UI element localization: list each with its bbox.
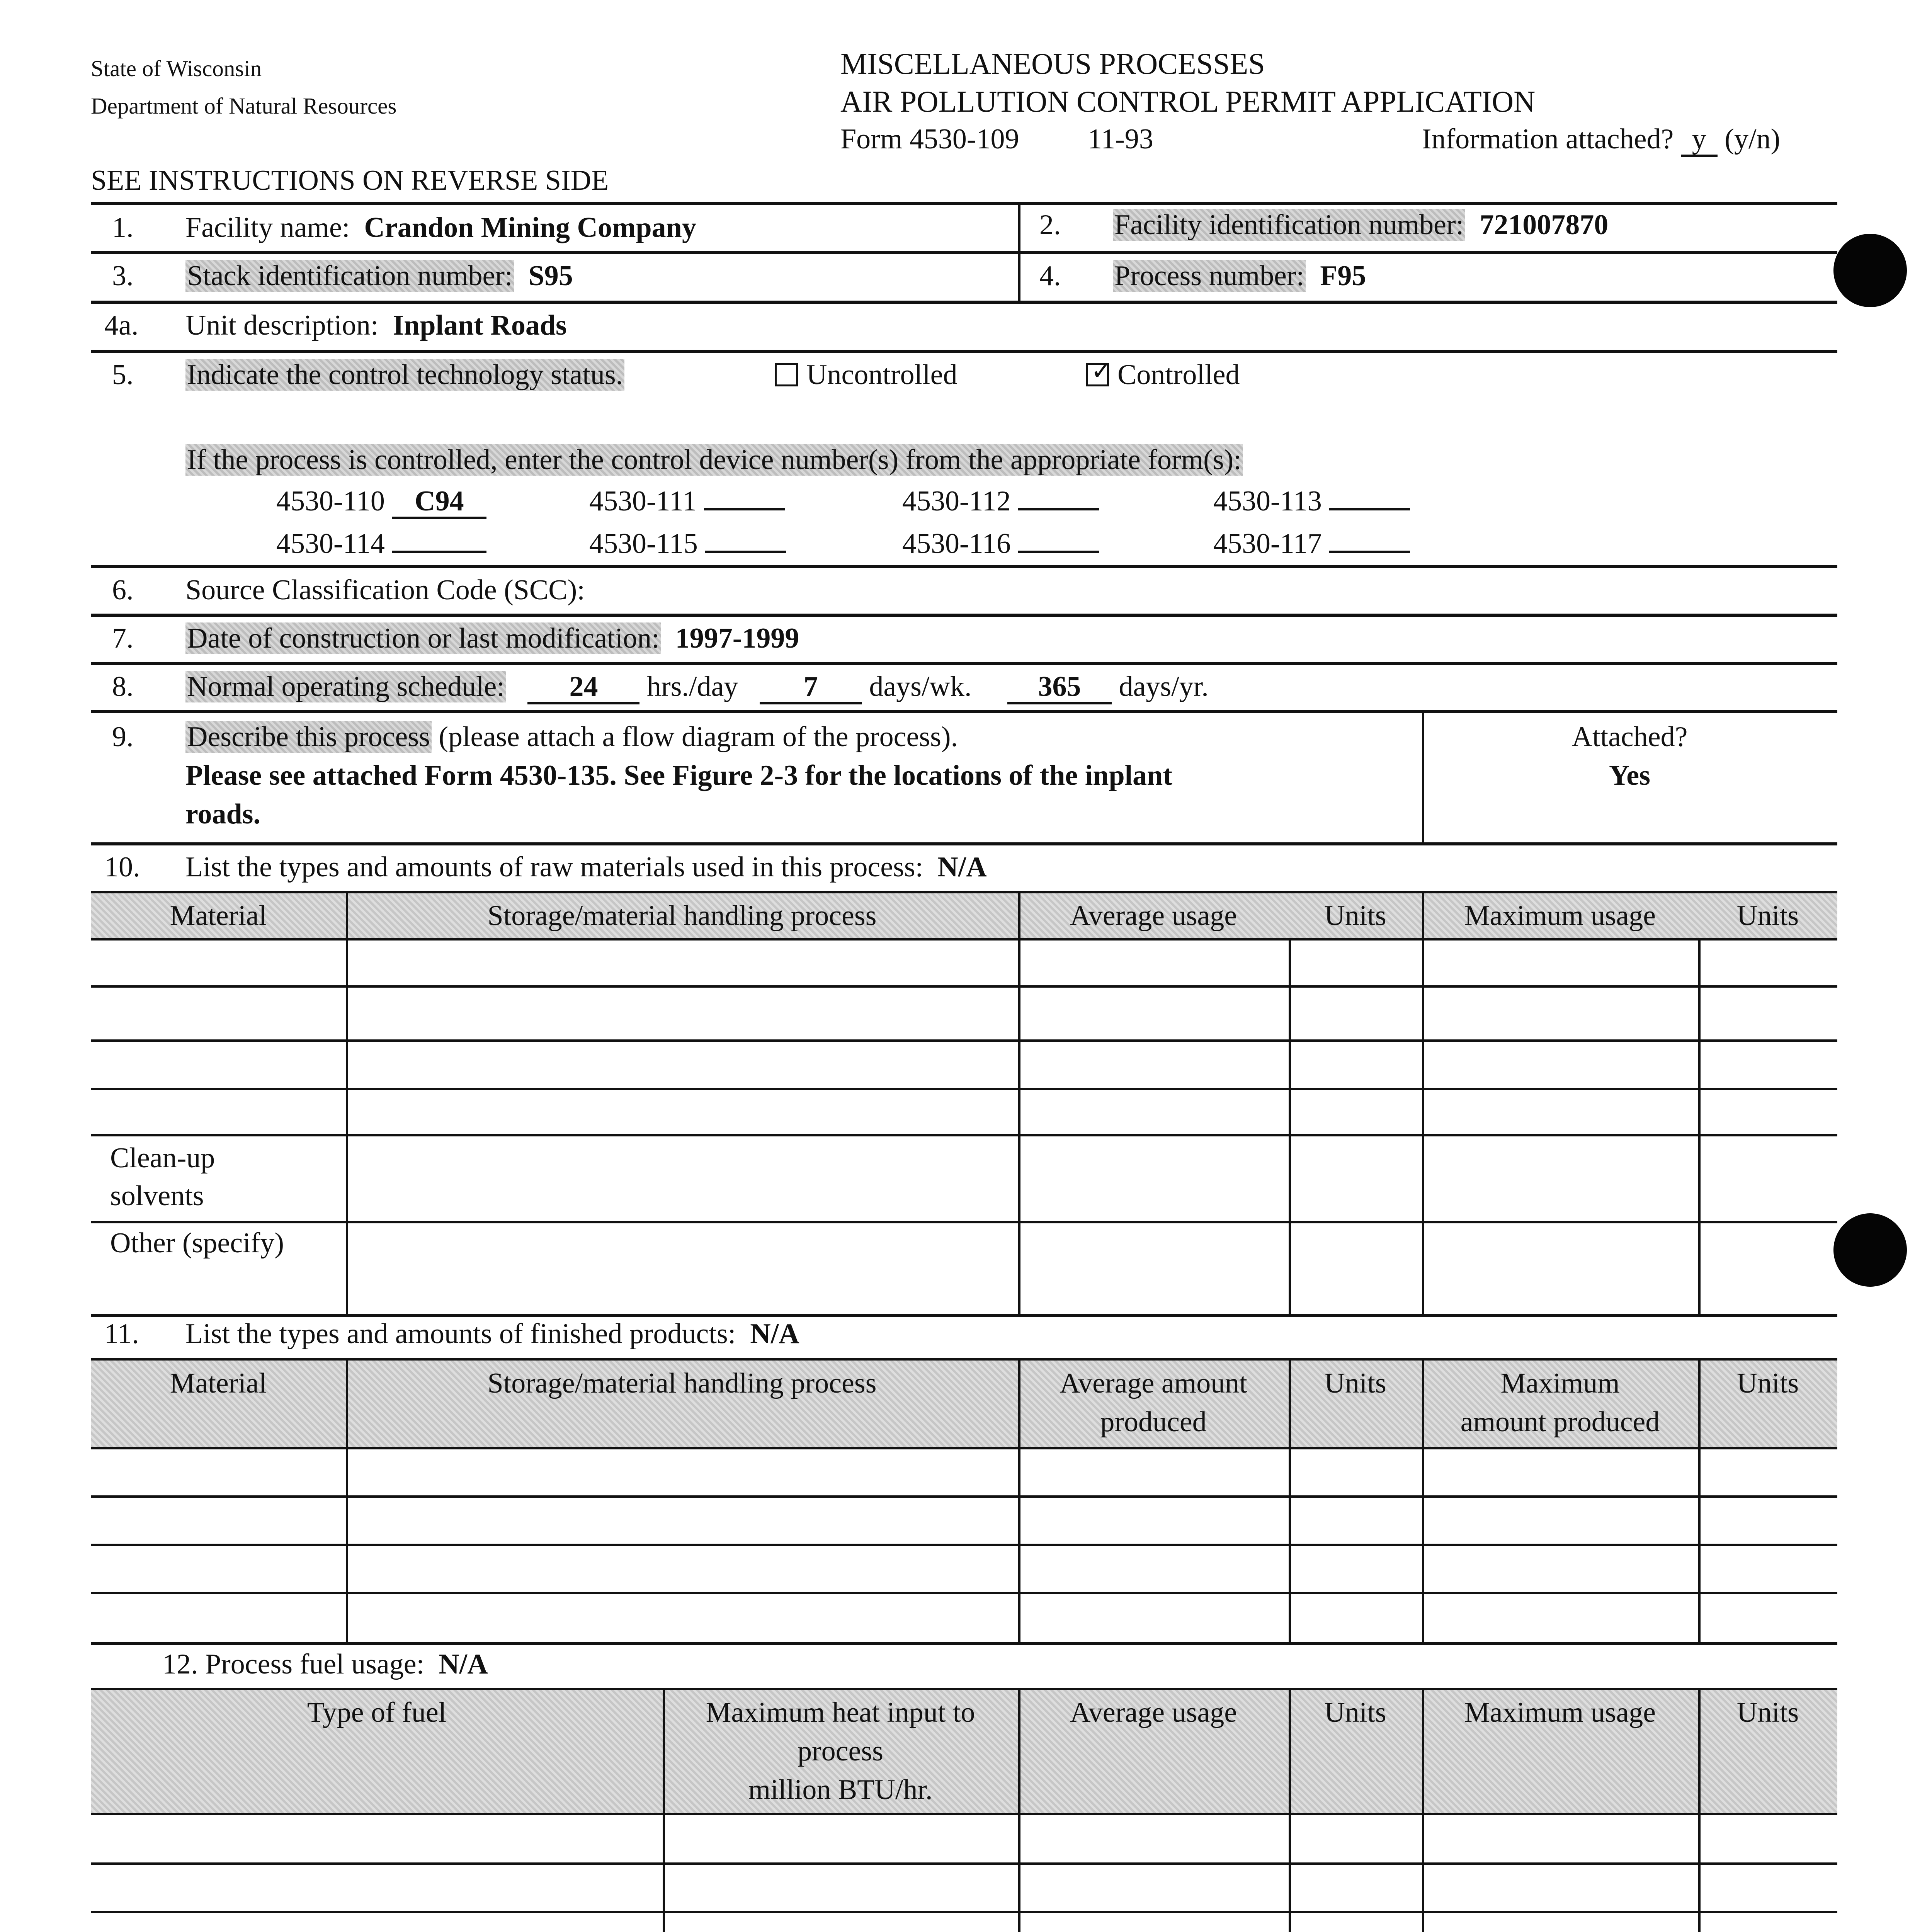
divider (1018, 891, 1020, 1315)
field-4 (1039, 260, 1366, 293)
divider (1289, 939, 1291, 1315)
field-2-number: 2. (1039, 209, 1061, 241)
fuel-col-max-heat-line3: million BTU/hr. (748, 1774, 933, 1806)
rule (91, 1911, 1837, 1913)
rule (91, 985, 1837, 988)
raw-col-average-usage: Average usage (1070, 900, 1237, 932)
clean-up-text: Clean-up (110, 1142, 215, 1174)
raw-col-material: Material (170, 900, 267, 932)
unit-description-value[interactable]: Inplant Roads (393, 310, 567, 341)
field-2 (1039, 209, 1608, 242)
form-title-1: MISCELLANEOUS PROCESSES (840, 47, 1265, 80)
control-status-label: Indicate the control technology status. (185, 359, 624, 391)
field-11 (104, 1318, 799, 1350)
field-12 (162, 1648, 488, 1681)
binder-hole (1833, 234, 1907, 307)
controlled-checkbox[interactable] (1086, 356, 1112, 386)
field-6-number: 6. (112, 574, 134, 606)
controlled-option[interactable] (1086, 356, 1240, 391)
field-3-number: 3. (112, 260, 134, 292)
device-4530-110 (276, 485, 486, 519)
field-9 (112, 721, 958, 753)
raw-materials-label: List the types and amounts of raw materials used in this process: (185, 851, 923, 883)
control-device-instruction-text: If the process is controlled, enter the control device number(s) from the appropriate form(s): (185, 444, 1243, 476)
field-4a (104, 309, 567, 342)
rule (91, 891, 1837, 893)
raw-col-units: Units (1324, 900, 1386, 932)
device-4530-115-value[interactable] (705, 551, 786, 553)
agency-department: Department of Natural Resources (91, 93, 397, 119)
divider (1018, 202, 1020, 303)
controlled-label: Controlled (1117, 359, 1240, 391)
device-form-label: 4530-112 (902, 485, 1011, 517)
rule (91, 1813, 1837, 1815)
rule (91, 202, 1837, 205)
device-form-label: 4530-115 (589, 528, 698, 560)
rule (91, 1039, 1837, 1042)
field-4a-number: 4a. (104, 310, 139, 341)
rule (91, 350, 1837, 353)
rule (91, 938, 1837, 940)
device-4530-112-value[interactable] (1018, 508, 1099, 510)
process-number-label: Process number: (1113, 260, 1306, 292)
field-10-number: 10. (104, 851, 140, 883)
device-form-label: 4530-110 (276, 485, 385, 517)
uncontrolled-checkbox[interactable] (775, 363, 798, 386)
agency-name: State of Wisconsin (91, 56, 262, 81)
form-title-2: AIR POLLUTION CONTROL PERMIT APPLICATION (840, 85, 1536, 118)
fuel-col-max-heat-line2: process (798, 1735, 883, 1767)
field-8-number: 8. (112, 671, 134, 702)
field-7-number: 7. (112, 622, 134, 654)
field-11-number: 11. (104, 1318, 139, 1350)
scc-label: Source Classification Code (SCC): (185, 574, 585, 606)
days-per-year-value[interactable]: 365 (1007, 672, 1112, 704)
fp-col-units: Units (1324, 1367, 1386, 1399)
device-4530-117-value[interactable] (1329, 551, 1410, 553)
rule (91, 1314, 1837, 1317)
facility-name-label: Facility name: (185, 212, 350, 243)
field-6 (112, 574, 599, 607)
construction-date-value[interactable]: 1997-1999 (675, 622, 799, 654)
device-4530-115 (589, 527, 786, 560)
rule (91, 614, 1837, 617)
device-4530-111 (589, 485, 785, 518)
rule (91, 1544, 1837, 1546)
fuel-usage-label: Process fuel usage: (205, 1648, 425, 1680)
describe-process-label: Describe this process (185, 721, 432, 753)
process-description-line-2[interactable]: roads. (185, 798, 260, 830)
facility-id-label: Facility identification number: (1113, 209, 1465, 241)
fuel-col-units-2: Units (1736, 1697, 1799, 1728)
information-attached-value[interactable]: y (1681, 124, 1718, 157)
information-attached-label: Information attached? (1422, 123, 1674, 155)
fuel-usage-value[interactable]: N/A (439, 1648, 488, 1680)
rule (91, 1495, 1837, 1498)
process-description-line-1[interactable]: Please see attached Form 4530-135. See Figure 2-3 for the locations of the inplant (185, 760, 1172, 791)
fp-col-maximum-amount-line1: Maximum (1500, 1367, 1620, 1399)
field-12-number: 12. (162, 1648, 198, 1680)
device-4530-113-value[interactable] (1329, 508, 1410, 510)
device-form-label: 4530-113 (1213, 485, 1322, 517)
fp-col-maximum-amount-line2: amount produced (1460, 1406, 1660, 1438)
rule (91, 710, 1837, 713)
information-attached-yn: (y/n) (1725, 123, 1781, 155)
field-7 (112, 622, 799, 655)
field-1-number: 1. (112, 212, 134, 243)
fuel-col-units: Units (1324, 1697, 1386, 1728)
solvents-text: solvents (110, 1180, 204, 1212)
rule (91, 1358, 1837, 1361)
process-attached-label: Attached? (1571, 721, 1688, 753)
fp-col-average-amount-line2: produced (1100, 1406, 1207, 1438)
rule (91, 1688, 1837, 1690)
rule (91, 1221, 1837, 1223)
uncontrolled-option[interactable] (775, 359, 957, 391)
device-form-label: 4530-111 (589, 485, 697, 517)
other-specify-label: Other (specify) (110, 1227, 284, 1259)
rule (91, 565, 1837, 568)
fuel-col-max-heat-input (663, 1693, 1018, 1809)
field-9-number: 9. (112, 721, 134, 753)
rule (91, 301, 1837, 304)
raw-materials-value[interactable]: N/A (937, 851, 987, 883)
fp-col-material: Material (170, 1367, 267, 1399)
rule (91, 1088, 1837, 1090)
device-4530-117 (1213, 527, 1410, 560)
process-number-value[interactable]: F95 (1320, 260, 1366, 292)
rule (91, 842, 1837, 845)
divider (346, 891, 348, 1315)
device-4530-116-value[interactable] (1018, 551, 1099, 553)
operating-schedule-label: Normal operating schedule: (185, 671, 506, 702)
unit-description-label: Unit description: (185, 310, 379, 341)
process-attached-value[interactable]: Yes (1609, 760, 1650, 791)
finished-products-label: List the types and amounts of finished products: (185, 1318, 736, 1350)
days-per-week-unit: days/wk. (869, 671, 972, 702)
field-4-number: 4. (1039, 260, 1061, 292)
field-5-number: 5. (112, 359, 134, 391)
binder-hole (1833, 1213, 1907, 1287)
field-8 (112, 670, 1209, 704)
days-per-year-unit: days/yr. (1119, 671, 1209, 702)
clean-up-solvents-label (110, 1139, 215, 1215)
facility-name-value[interactable]: Crandon Mining Company (364, 212, 696, 243)
stack-id-value[interactable]: S95 (528, 260, 573, 292)
device-4530-111-value[interactable] (704, 508, 785, 510)
device-form-label: 4530-114 (276, 528, 385, 560)
stack-id-label: Stack identification number: (185, 260, 514, 292)
finished-products-value[interactable]: N/A (750, 1318, 799, 1350)
field-3 (112, 260, 573, 293)
rule (91, 1592, 1837, 1594)
fuel-col-average-usage: Average usage (1070, 1697, 1237, 1728)
field-5 (112, 359, 624, 391)
rule (91, 251, 1837, 254)
hours-per-day-value[interactable]: 24 (527, 672, 639, 704)
field-10 (104, 851, 987, 884)
device-4530-112 (902, 485, 1099, 518)
rule (91, 1642, 1837, 1645)
facility-id-value[interactable]: 721007870 (1480, 209, 1609, 241)
fp-col-storage: Storage/material handling process (487, 1367, 877, 1399)
divider (1698, 939, 1701, 1315)
raw-col-maximum-usage: Maximum usage (1464, 900, 1656, 932)
field-1 (112, 211, 696, 244)
construction-date-label: Date of construction or last modification: (185, 622, 661, 654)
fp-col-units-2: Units (1736, 1367, 1799, 1399)
device-4530-113 (1213, 485, 1410, 518)
device-4530-114 (276, 527, 486, 560)
device-4530-110-value[interactable]: C94 (392, 486, 486, 519)
check-mark-icon: ✓ (1091, 356, 1112, 386)
rule (91, 662, 1837, 665)
form-number: Form 4530-109 (840, 123, 1019, 155)
fp-col-average-amount (1018, 1364, 1289, 1441)
fp-col-average-amount-line1: Average amount (1060, 1367, 1247, 1399)
uncontrolled-label: Uncontrolled (806, 359, 957, 391)
device-4530-114-value[interactable] (392, 551, 486, 553)
describe-process-label-rest: (please attach a flow diagram of the process). (439, 721, 958, 753)
days-per-week-value[interactable]: 7 (760, 672, 862, 704)
see-instructions: SEE INSTRUCTIONS ON REVERSE SIDE (91, 165, 609, 196)
fuel-col-maximum-usage: Maximum usage (1464, 1697, 1656, 1728)
hours-per-day-unit: hrs./day (646, 671, 738, 702)
device-form-label: 4530-116 (902, 528, 1011, 560)
fuel-col-max-heat-line1: Maximum heat input to (706, 1697, 975, 1728)
rule (91, 1134, 1837, 1136)
raw-col-units-2: Units (1736, 900, 1799, 932)
divider (1422, 891, 1424, 1315)
device-4530-116 (902, 527, 1099, 560)
control-device-instruction (185, 444, 1243, 476)
form-date: 11-93 (1088, 123, 1153, 155)
device-form-label: 4530-117 (1213, 528, 1322, 560)
fp-col-maximum-amount (1422, 1364, 1698, 1441)
information-attached (1422, 123, 1780, 157)
fuel-col-type: Type of fuel (307, 1697, 447, 1728)
rule (91, 1862, 1837, 1865)
rule (91, 1447, 1837, 1449)
raw-col-storage: Storage/material handling process (487, 900, 877, 932)
